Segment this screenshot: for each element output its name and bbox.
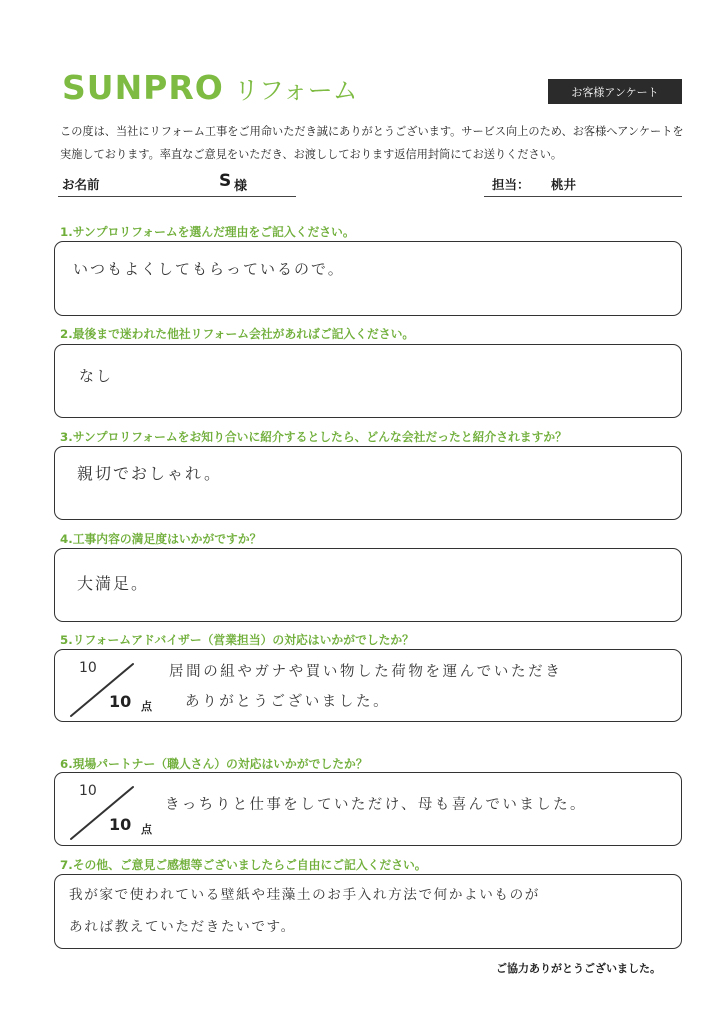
logo-brand: SUNPRO: [62, 68, 224, 107]
logo-sub: リフォーム: [233, 76, 358, 105]
score-printed-5: 10: [109, 692, 132, 711]
intro-text: この度は、当社にリフォーム工事をご用命いただき誠にありがとうございます。サービス向上のため、お客様へアンケートを実施しております。率直なご意見をいただき、お渡ししております返信用封筒にてお送りください。: [60, 125, 684, 161]
question-6-answer: きっちりと仕事をしていただけ、母も喜んでいました。: [165, 797, 587, 813]
question-7-title: 7.その他、ご意見ご感想等ございましたらご自由にご記入ください。: [60, 858, 427, 872]
customer-name: S: [219, 171, 232, 191]
score-field-6: [65, 781, 157, 841]
sunpro-logo: [62, 64, 358, 107]
score-unit-6: 点: [141, 823, 152, 836]
score-printed-6: 10: [109, 815, 132, 834]
name-underline: [58, 196, 296, 197]
question-2-title: 2.最後まで迷われた他社リフォーム会社があればご記入ください。: [60, 327, 415, 341]
question-6-title: 6.現場パートナー（職人さん）の対応はいかがでしたか？: [60, 757, 368, 771]
question-7-answer-line-2: あれば教えていただきたいです。: [69, 919, 296, 935]
closing-thanks: ご協力ありがとうございました。: [496, 962, 661, 975]
question-2-answer-box: [54, 344, 682, 418]
question-4-title: 4.工事内容の満足度はいかがですか？: [60, 532, 262, 546]
question-7-answer-line-1: 我が家で使われている壁紙や珪藻土のお手入れ方法で何かよいものが: [69, 887, 541, 903]
question-5-title: 5.リフォームアドバイザー（営業担当）の対応はいかがでしたか？: [60, 633, 414, 647]
question-6-answer-box: [54, 772, 682, 846]
question-4-answer: 大満足。: [77, 574, 150, 593]
question-1-answer: いつもよくしてもらっているので。: [73, 260, 345, 278]
staff-underline: [484, 196, 682, 197]
score-unit-5: 点: [141, 700, 152, 713]
question-1-title: 1.サンプロリフォームを選んだ理由をご記入ください。: [60, 225, 355, 239]
question-3-answer: 親切でおしゃれ。: [77, 464, 222, 483]
score-handwritten-5: 10: [79, 660, 97, 676]
question-3-title: 3.サンプロリフォームをお知り合いに紹介するとしたら、どんな会社だったと紹介されますか？: [60, 430, 567, 444]
question-7-answer-box: [54, 874, 682, 949]
score-field-5: [65, 658, 157, 718]
name-label: お名前: [62, 177, 100, 192]
question-3-answer-box: [54, 446, 682, 520]
score-handwritten-6: 10: [79, 783, 97, 799]
question-5-answer-line-1: 居間の組やガナや買い物した荷物を運んでいただき: [169, 664, 563, 680]
survey-tag: お客様アンケート: [548, 79, 682, 104]
question-2-answer: なし: [79, 367, 114, 385]
question-4-answer-box: [54, 548, 682, 622]
question-1-answer-box: [54, 241, 682, 316]
staff-label: 担当：: [492, 177, 530, 192]
staff-name: 桃井: [551, 177, 577, 192]
honorific: 様: [234, 179, 248, 194]
question-5-answer-box: [54, 649, 682, 722]
question-5-answer-line-2: ありがとうございました。: [185, 694, 391, 710]
